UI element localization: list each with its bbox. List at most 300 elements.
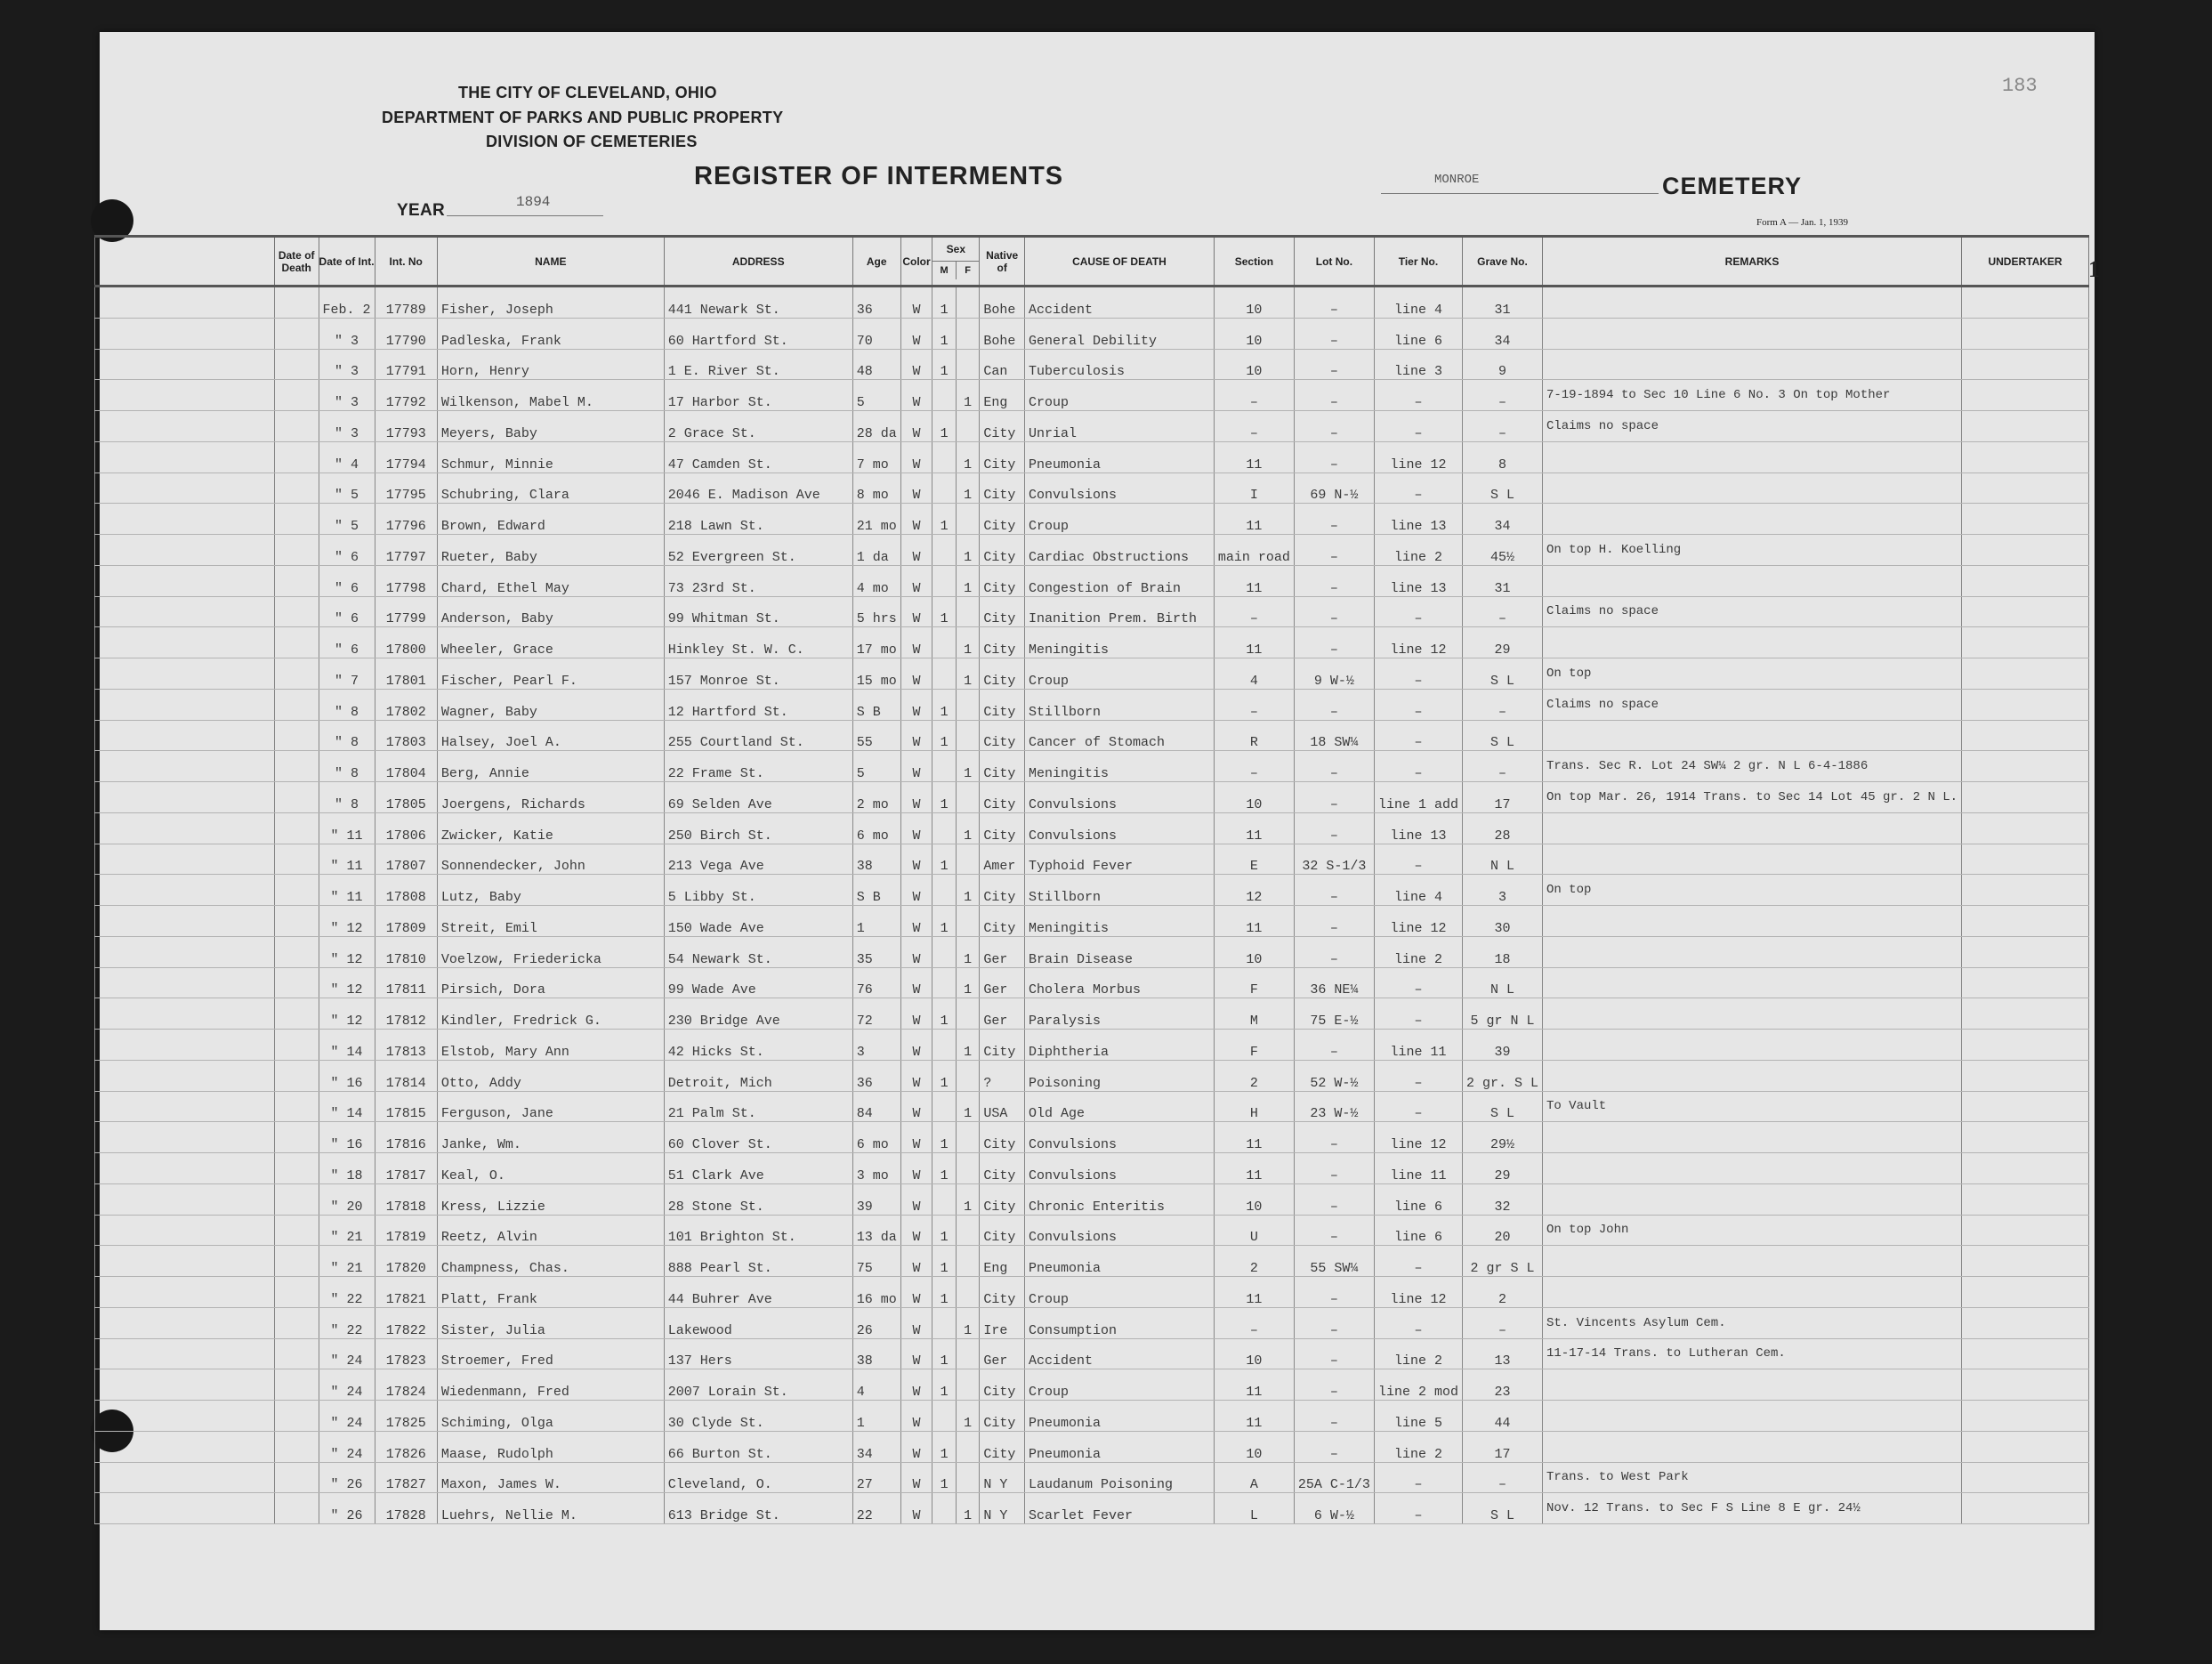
cell-m: 1 (932, 318, 957, 349)
cell-age: 1 da (852, 535, 900, 566)
cell-cause: Cholera Morbus (1025, 967, 1215, 998)
blank-cell (95, 782, 275, 813)
cell-cause: Consumption (1025, 1307, 1215, 1338)
cell-tier: line 2 (1374, 535, 1462, 566)
cell-dod (274, 1431, 319, 1462)
cell-native: USA (980, 1091, 1025, 1122)
cell-color: W (900, 596, 932, 627)
cell-no: 17821 (375, 1277, 437, 1308)
cell-doi: " 18 (319, 1153, 375, 1184)
cell-m: 1 (932, 287, 957, 319)
cell-native: City (980, 1030, 1025, 1061)
cell-doi: " 24 (319, 1338, 375, 1369)
cell-grave: N L (1462, 844, 1542, 875)
blank-cell (95, 1122, 275, 1153)
cell-name: Fisher, Joseph (437, 287, 664, 319)
cell-dod (274, 1246, 319, 1277)
blank-cell (1962, 906, 2089, 937)
cell-tier: line 6 (1374, 1183, 1462, 1215)
cell-grave: 29 (1462, 1153, 1542, 1184)
blank-cell (1962, 504, 2089, 535)
cell-addr: 60 Clover St. (664, 1122, 852, 1153)
blank-cell (95, 349, 275, 380)
blank-cell (95, 1153, 275, 1184)
cell-f (956, 1369, 980, 1401)
cell-cause: Chronic Enteritis (1025, 1183, 1215, 1215)
table-row (95, 473, 2089, 504)
cell-m (932, 1493, 957, 1524)
cell-no: 17824 (375, 1369, 437, 1401)
cell-dod (274, 1277, 319, 1308)
cemetery-label: CEMETERY (1662, 173, 1803, 199)
table-row (95, 1493, 2089, 1524)
cell-lot: – (1294, 504, 1374, 535)
cell-dod (274, 844, 319, 875)
cell-doi: " 8 (319, 782, 375, 813)
cell-native: ? (980, 1060, 1025, 1091)
blank-cell (95, 1369, 275, 1401)
cell-doi: " 3 (319, 318, 375, 349)
cell-cause: Pneumonia (1025, 1246, 1215, 1277)
cell-age: 5 (852, 751, 900, 782)
cell-native: City (980, 627, 1025, 658)
cell-tier: line 12 (1374, 441, 1462, 473)
cell-color: W (900, 627, 932, 658)
table-row (95, 1431, 2089, 1462)
cell-grave: S L (1462, 1493, 1542, 1524)
department-heading: DEPARTMENT OF PARKS AND PUBLIC PROPERTY (382, 109, 784, 126)
cell-name: Joergens, Richards (437, 782, 664, 813)
cell-doi: " 20 (319, 1183, 375, 1215)
cell-name: Wheeler, Grace (437, 627, 664, 658)
cell-cause: Brain Disease (1025, 936, 1215, 967)
cell-doi: Feb. 2 (319, 287, 375, 319)
cell-color: W (900, 1338, 932, 1369)
cell-grave: – (1462, 596, 1542, 627)
col-name: NAME (437, 237, 664, 287)
cell-m (932, 812, 957, 844)
cell-color: W (900, 782, 932, 813)
cell-doi: " 6 (319, 535, 375, 566)
cell-native: Eng (980, 1246, 1025, 1277)
cell-m (932, 658, 957, 690)
cell-name: Luehrs, Nellie M. (437, 1493, 664, 1524)
cell-sec: L (1214, 1493, 1294, 1524)
cell-color: W (900, 1462, 932, 1493)
cell-dod (274, 535, 319, 566)
cell-doi: " 8 (319, 751, 375, 782)
cell-rem: Claims no space (1542, 596, 1961, 627)
cell-cause: Meningitis (1025, 627, 1215, 658)
cell-native: City (980, 751, 1025, 782)
cell-m: 1 (932, 1431, 957, 1462)
cell-age: 17 mo (852, 627, 900, 658)
cell-f (956, 1338, 980, 1369)
cell-dod (274, 936, 319, 967)
cell-native: Ire (980, 1307, 1025, 1338)
cell-dod (274, 473, 319, 504)
cell-sec: 11 (1214, 441, 1294, 473)
cell-lot: – (1294, 1153, 1374, 1184)
cell-m (932, 1307, 957, 1338)
blank-cell (95, 1338, 275, 1369)
cell-color: W (900, 1215, 932, 1246)
cell-tier: line 6 (1374, 1215, 1462, 1246)
cell-no: 17792 (375, 380, 437, 411)
cell-age: 3 (852, 1030, 900, 1061)
col-sex-label: Sex (946, 243, 966, 255)
cell-addr: 30 Clyde St. (664, 1401, 852, 1432)
cell-cause: Accident (1025, 1338, 1215, 1369)
cell-color: W (900, 1091, 932, 1122)
cell-rem: Claims no space (1542, 411, 1961, 442)
col-date-of-int: Date of Int. (319, 237, 375, 287)
cell-dod (274, 1401, 319, 1432)
cell-lot: 36 NE¼ (1294, 967, 1374, 998)
register-page (100, 32, 2100, 1630)
cell-no: 17802 (375, 689, 437, 720)
cell-m: 1 (932, 1462, 957, 1493)
table-row (95, 689, 2089, 720)
cell-color: W (900, 1183, 932, 1215)
register-title: REGISTER OF INTERMENTS (694, 162, 1064, 190)
cell-rem: 7-19-1894 to Sec 10 Line 6 No. 3 On top Mother (1542, 380, 1961, 411)
cell-native: City (980, 1153, 1025, 1184)
cell-rem (1542, 1369, 1961, 1401)
cell-addr: Cleveland, O. (664, 1462, 852, 1493)
cell-addr: 52 Evergreen St. (664, 535, 852, 566)
cell-lot: – (1294, 318, 1374, 349)
cell-addr: 2007 Lorain St. (664, 1369, 852, 1401)
cell-native: City (980, 875, 1025, 906)
cell-grave: 44 (1462, 1401, 1542, 1432)
blank-cell (1962, 411, 2089, 442)
cell-lot: 32 S-1/3 (1294, 844, 1374, 875)
blank-cell (95, 1431, 275, 1462)
cell-name: Otto, Addy (437, 1060, 664, 1091)
cell-lot: 25A C-1/3 (1294, 1462, 1374, 1493)
cell-m: 1 (932, 1246, 957, 1277)
blank-cell (95, 1493, 275, 1524)
blank-cell (1962, 535, 2089, 566)
cell-f: 1 (956, 875, 980, 906)
cell-cause: Convulsions (1025, 1122, 1215, 1153)
cell-name: Wagner, Baby (437, 689, 664, 720)
cell-doi: " 21 (319, 1215, 375, 1246)
cell-no: 17811 (375, 967, 437, 998)
cell-age: S B (852, 875, 900, 906)
table-row (95, 596, 2089, 627)
cell-lot: – (1294, 1431, 1374, 1462)
blank-cell (95, 658, 275, 690)
blank-cell (95, 565, 275, 596)
cell-no: 17813 (375, 1030, 437, 1061)
cell-lot: 9 W-½ (1294, 658, 1374, 690)
cell-rem (1542, 1122, 1961, 1153)
cell-name: Fischer, Pearl F. (437, 658, 664, 690)
blank-cell (95, 1215, 275, 1246)
cell-native: City (980, 504, 1025, 535)
cell-age: 72 (852, 998, 900, 1030)
blank-cell (95, 411, 275, 442)
cell-sec: 10 (1214, 1183, 1294, 1215)
cell-dod (274, 349, 319, 380)
table-row (95, 1091, 2089, 1122)
cell-grave: 17 (1462, 782, 1542, 813)
blank-cell (1962, 1060, 2089, 1091)
cell-color: W (900, 875, 932, 906)
cell-m (932, 1401, 957, 1432)
cell-rem: On top (1542, 875, 1961, 906)
cell-rem: On top John (1542, 1215, 1961, 1246)
cell-color: W (900, 998, 932, 1030)
cell-doi: " 4 (319, 441, 375, 473)
cell-f: 1 (956, 1183, 980, 1215)
cell-cause: Cardiac Obstructions (1025, 535, 1215, 566)
table-row (95, 967, 2089, 998)
cell-no: 17812 (375, 998, 437, 1030)
cell-addr: 137 Hers (664, 1338, 852, 1369)
cell-color: W (900, 1431, 932, 1462)
cell-cause: Croup (1025, 1277, 1215, 1308)
cell-no: 17818 (375, 1183, 437, 1215)
cell-native: City (980, 1401, 1025, 1432)
cell-doi: " 8 (319, 689, 375, 720)
cell-m: 1 (932, 906, 957, 937)
cell-addr: 60 Hartford St. (664, 318, 852, 349)
cell-no: 17798 (375, 565, 437, 596)
cell-rem (1542, 844, 1961, 875)
cell-grave: S L (1462, 1091, 1542, 1122)
cell-no: 17796 (375, 504, 437, 535)
cell-doi: " 24 (319, 1369, 375, 1401)
cell-sec: – (1214, 596, 1294, 627)
cell-f (956, 1277, 980, 1308)
cell-m (932, 751, 957, 782)
blank-cell (95, 875, 275, 906)
blank-cell (95, 441, 275, 473)
cell-lot: 18 SW¼ (1294, 720, 1374, 751)
cell-no: 17803 (375, 720, 437, 751)
cell-cause: Pneumonia (1025, 1431, 1215, 1462)
table-row (95, 875, 2089, 906)
cell-doi: " 24 (319, 1401, 375, 1432)
cell-cause: Typhoid Fever (1025, 844, 1215, 875)
cell-name: Maxon, James W. (437, 1462, 664, 1493)
table-row (95, 287, 2089, 319)
cell-doi: " 8 (319, 720, 375, 751)
cell-sec: 10 (1214, 782, 1294, 813)
cell-f: 1 (956, 658, 980, 690)
cell-grave: 32 (1462, 1183, 1542, 1215)
cell-addr: 157 Monroe St. (664, 658, 852, 690)
cell-lot: – (1294, 1338, 1374, 1369)
cell-addr: Detroit, Mich (664, 1060, 852, 1091)
cell-addr: 69 Selden Ave (664, 782, 852, 813)
cell-f (956, 596, 980, 627)
blank-column-header (95, 237, 275, 287)
cell-color: W (900, 906, 932, 937)
cell-rem (1542, 1246, 1961, 1277)
cell-dod (274, 287, 319, 319)
cell-tier: – (1374, 720, 1462, 751)
cell-dod (274, 1183, 319, 1215)
cell-native: City (980, 596, 1025, 627)
cell-lot: – (1294, 380, 1374, 411)
cell-dod (274, 441, 319, 473)
cell-addr: 44 Buhrer Ave (664, 1277, 852, 1308)
cell-lot: – (1294, 411, 1374, 442)
cell-native: City (980, 473, 1025, 504)
cell-rem (1542, 998, 1961, 1030)
table-row (95, 318, 2089, 349)
cell-grave: S L (1462, 720, 1542, 751)
cell-addr: 99 Whitman St. (664, 596, 852, 627)
cell-m (932, 875, 957, 906)
cell-tier: – (1374, 967, 1462, 998)
cell-addr: 5 Libby St. (664, 875, 852, 906)
cell-native: City (980, 565, 1025, 596)
cell-m (932, 473, 957, 504)
cell-sec: 11 (1214, 1401, 1294, 1432)
cell-doi: " 26 (319, 1493, 375, 1524)
cell-native: Amer (980, 844, 1025, 875)
col-age: Age (852, 237, 900, 287)
cell-dod (274, 812, 319, 844)
city-heading: THE CITY OF CLEVELAND, OHIO (458, 84, 717, 101)
cell-name: Halsey, Joel A. (437, 720, 664, 751)
cell-native: N Y (980, 1493, 1025, 1524)
cell-native: Can (980, 349, 1025, 380)
cell-color: W (900, 287, 932, 319)
cell-dod (274, 1338, 319, 1369)
cell-native: City (980, 1122, 1025, 1153)
cell-color: W (900, 565, 932, 596)
cell-color: W (900, 967, 932, 998)
cell-native: City (980, 1369, 1025, 1401)
cell-color: W (900, 441, 932, 473)
side-mark: 1 (2088, 256, 2100, 282)
cell-doi: " 11 (319, 812, 375, 844)
cell-tier: line 2 (1374, 1338, 1462, 1369)
cell-color: W (900, 349, 932, 380)
cell-f (956, 349, 980, 380)
cell-doi: " 12 (319, 998, 375, 1030)
cell-f (956, 1060, 980, 1091)
cell-tier: line 11 (1374, 1153, 1462, 1184)
cell-doi: " 5 (319, 473, 375, 504)
cell-age: 76 (852, 967, 900, 998)
cell-lot: – (1294, 689, 1374, 720)
cell-addr: 613 Bridge St. (664, 1493, 852, 1524)
cell-color: W (900, 658, 932, 690)
table-row (95, 751, 2089, 782)
blank-cell (1962, 596, 2089, 627)
cell-native: City (980, 535, 1025, 566)
cell-tier: – (1374, 1307, 1462, 1338)
col-sex (932, 237, 980, 287)
cell-dod (274, 596, 319, 627)
blank-cell (95, 504, 275, 535)
col-color: Color (900, 237, 932, 287)
cell-grave: 34 (1462, 504, 1542, 535)
blank-cell (1962, 998, 2089, 1030)
cell-native: Ger (980, 998, 1025, 1030)
cell-cause: Croup (1025, 1369, 1215, 1401)
cell-lot: 6 W-½ (1294, 1493, 1374, 1524)
table-row (95, 782, 2089, 813)
cell-dod (274, 504, 319, 535)
cell-dod (274, 720, 319, 751)
cell-tier: – (1374, 1060, 1462, 1091)
blank-cell (95, 844, 275, 875)
cell-color: W (900, 1277, 932, 1308)
cell-dod (274, 411, 319, 442)
cell-dod (274, 998, 319, 1030)
cell-grave: S L (1462, 658, 1542, 690)
cell-lot: – (1294, 1307, 1374, 1338)
cell-f: 1 (956, 1091, 980, 1122)
cell-color: W (900, 473, 932, 504)
blank-cell (1962, 658, 2089, 690)
blank-cell (1962, 349, 2089, 380)
cell-tier: line 13 (1374, 812, 1462, 844)
interments-table (94, 235, 2089, 1524)
cell-dod (274, 782, 319, 813)
cell-rem: Trans. to West Park (1542, 1462, 1961, 1493)
cell-rem (1542, 349, 1961, 380)
cell-doi: " 7 (319, 658, 375, 690)
cell-age: 22 (852, 1493, 900, 1524)
cell-rem (1542, 1183, 1961, 1215)
cell-cause: Accident (1025, 287, 1215, 319)
cell-f: 1 (956, 812, 980, 844)
cell-m (932, 565, 957, 596)
cell-lot: – (1294, 875, 1374, 906)
cell-f (956, 720, 980, 751)
cell-name: Sister, Julia (437, 1307, 664, 1338)
cell-dod (274, 658, 319, 690)
cell-grave: 30 (1462, 906, 1542, 937)
cell-m: 1 (932, 720, 957, 751)
cell-grave: S L (1462, 473, 1542, 504)
cell-tier: – (1374, 411, 1462, 442)
cell-color: W (900, 504, 932, 535)
cell-tier: line 12 (1374, 1122, 1462, 1153)
cell-lot: – (1294, 1030, 1374, 1061)
cell-grave: 5 gr N L (1462, 998, 1542, 1030)
cell-sec: 11 (1214, 1122, 1294, 1153)
cell-doi: " 16 (319, 1060, 375, 1091)
cell-m: 1 (932, 1369, 957, 1401)
blank-cell (1962, 473, 2089, 504)
cell-doi: " 21 (319, 1246, 375, 1277)
cell-doi: " 3 (319, 411, 375, 442)
blank-cell (95, 906, 275, 937)
cell-rem (1542, 473, 1961, 504)
cell-sec: 11 (1214, 565, 1294, 596)
cell-tier: – (1374, 658, 1462, 690)
cell-addr: 230 Bridge Ave (664, 998, 852, 1030)
cell-rem: On top (1542, 658, 1961, 690)
col-address: ADDRESS (664, 237, 852, 287)
cell-color: W (900, 1246, 932, 1277)
blank-cell (1962, 565, 2089, 596)
cell-name: Meyers, Baby (437, 411, 664, 442)
cell-name: Wilkenson, Mabel M. (437, 380, 664, 411)
cell-age: 6 mo (852, 812, 900, 844)
table-row (95, 720, 2089, 751)
